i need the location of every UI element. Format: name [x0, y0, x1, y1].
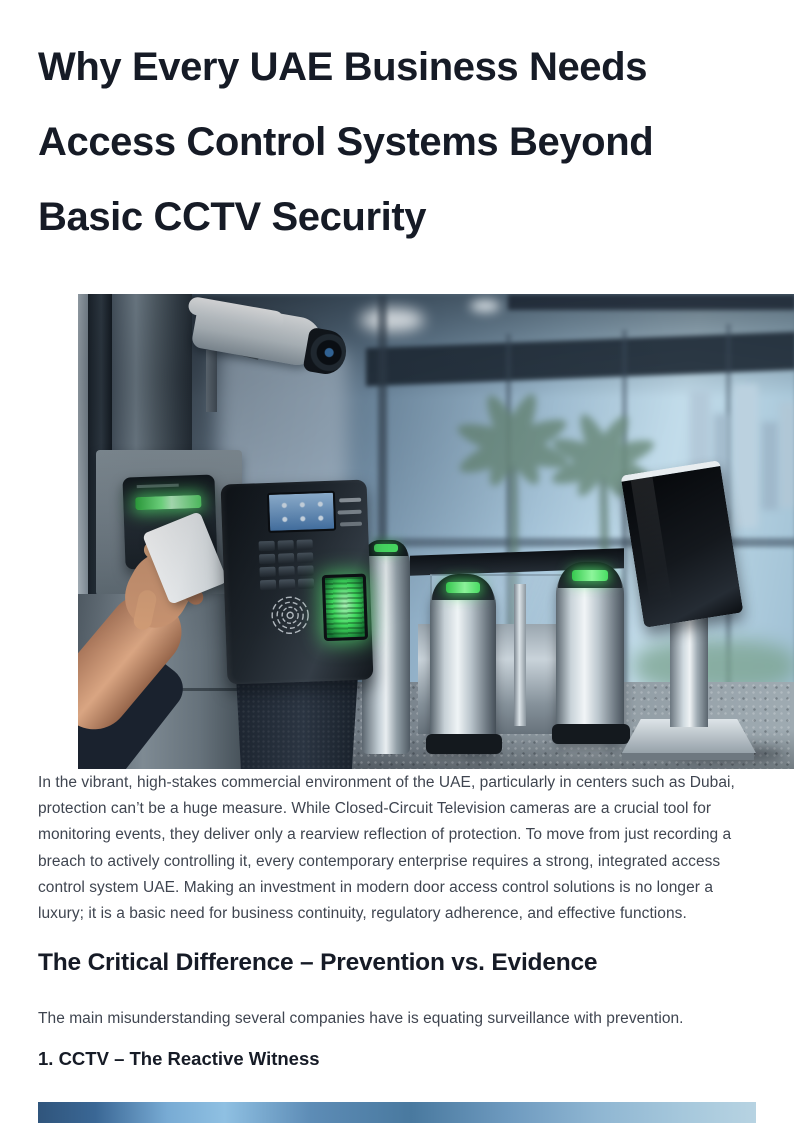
- ceiling-light: [470, 300, 500, 312]
- section-heading: The Critical Difference – Prevention vs. Evidence: [38, 949, 598, 976]
- terminal-keypad: [259, 539, 323, 590]
- fingerprint-scanner-green: [322, 574, 368, 641]
- kiosk-column: [670, 609, 708, 727]
- reader-led-green: [135, 495, 201, 510]
- hero-image: [78, 294, 794, 769]
- gate-post: [514, 584, 526, 726]
- camera-lens: [302, 327, 349, 377]
- turnstile-pod-left: [430, 574, 496, 752]
- kiosk: [618, 459, 768, 764]
- skyline: [780, 402, 794, 508]
- intro-paragraph: In the vibrant, high-stakes commercial environment of the UAE, particularly in centers such as Dubai, protection can’t be a huge measure. While Closed-Circuit Television cameras are a crucial tool for monitoring events, they deliver only a rearview reflection of protection. To move from just recording a breach to actively controlling it, every contemporary enterprise requires a strong, integrated access control system UAE. Making an investment in modern door access control solutions is no longer a luxury; it is a basic need for business continuity, regulatory adherence, and effective functions.: [38, 774, 735, 923]
- cctv-camera: [178, 298, 348, 418]
- next-image-top-sliver: [38, 1102, 756, 1123]
- speaker-slot: [339, 498, 361, 503]
- terminal-pillar: [236, 674, 358, 769]
- turnstile-led-green: [446, 582, 480, 593]
- section-paragraph: The main misunderstanding several companies have is equating surveillance with prevention.: [38, 1010, 684, 1027]
- terminal-screen: [267, 491, 336, 533]
- speaker-slot: [338, 510, 362, 515]
- speaker-slot: [340, 522, 362, 527]
- turnstile-led-green: [572, 570, 608, 581]
- turnstile-led-green: [374, 544, 398, 552]
- fingerprint-emblem: [268, 594, 311, 637]
- camera-bracket: [206, 350, 217, 412]
- turnstile-pod-right: [556, 562, 624, 742]
- page-title: Why Every UAE Business Needs Access Control Systems Beyond Basic CCTV Security: [38, 45, 654, 239]
- subsection-heading: 1. CCTV – The Reactive Witness: [38, 1048, 320, 1069]
- ceiling-light: [360, 308, 424, 332]
- biometric-terminal: [221, 480, 374, 685]
